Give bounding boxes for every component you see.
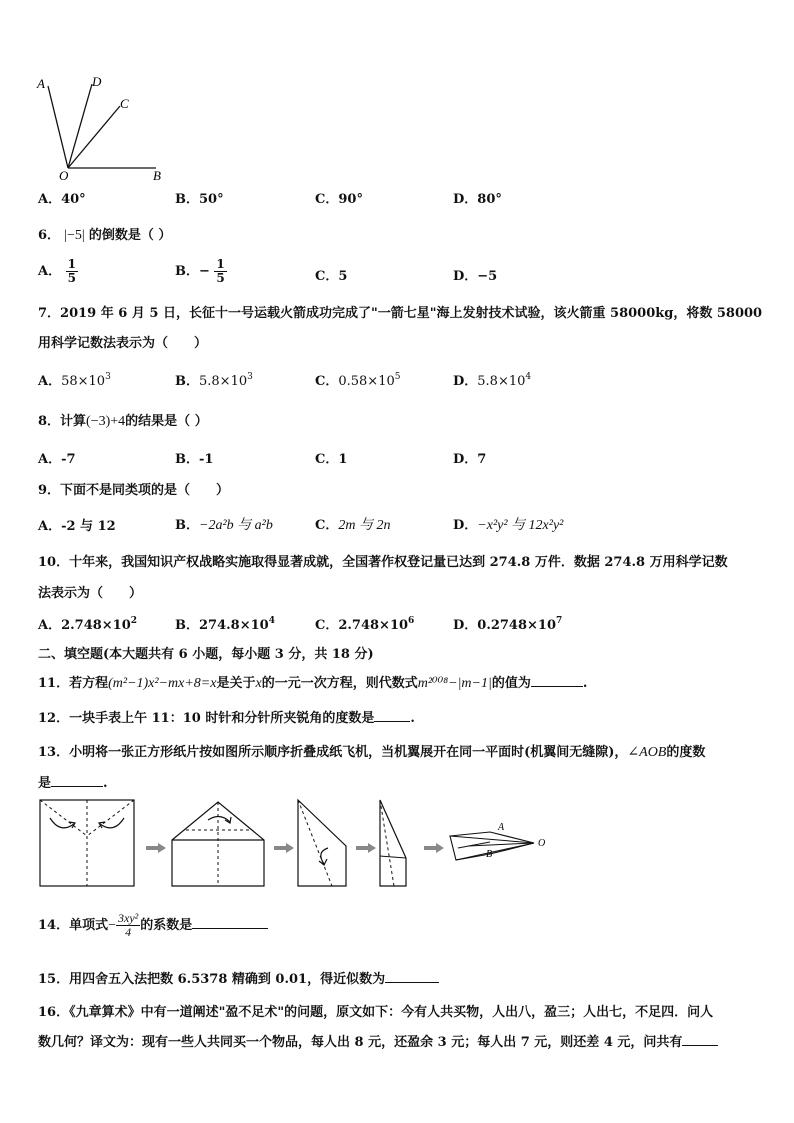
q7-d-label: D．	[453, 374, 478, 389]
paper-plane-folding-figure	[38, 796, 558, 892]
q13-text: 13．小明将一张正方形纸片按如图所示顺序折叠成纸飞机，当机翼展开在同一平面时(机翼间无缝隙)，	[38, 745, 628, 760]
question-15	[38, 968, 439, 987]
step-arrow-3	[356, 843, 376, 853]
q6-number: 6．	[38, 228, 61, 243]
q10-option-d[interactable]	[453, 614, 562, 633]
question-12	[38, 707, 415, 726]
q13-end: .	[103, 776, 108, 791]
q7-line-2: 用科学记数法表示为（ ）	[38, 336, 208, 351]
q8-option-d[interactable]: D．7	[453, 452, 487, 467]
fold-step-4	[380, 800, 406, 886]
q9-d-label: D．	[453, 518, 478, 533]
section-2-heading: 二、填空题(本大题共有 6 小题，每小题 3 分，共 18 分)	[38, 647, 374, 662]
q7-b-exp: 3	[247, 372, 253, 382]
q16-line-2-text: 数几何？译文为：现有一些人共同买一个物品，每人出 8 元，还盈余 3 元；每人出 7 元，则还差 4 元，问共有	[38, 1035, 683, 1050]
ray-oc	[68, 106, 120, 168]
question-8	[38, 410, 208, 430]
q8-option-a[interactable]: A．-7	[38, 452, 76, 467]
label-b: B	[153, 168, 161, 183]
label-o: O	[59, 168, 69, 183]
q5-option-b[interactable]: B．50°	[175, 192, 224, 207]
step-arrow-4	[424, 843, 444, 853]
q10-a-exp: 2	[130, 616, 138, 626]
q12-text: 12．一块手表上午 11：10 时针和分针所夹锐角的度数是	[38, 711, 375, 726]
label-c: C	[120, 96, 129, 111]
q10-d-exp: 7	[556, 616, 563, 626]
q15-text: 15．用四舍五入法把数 6.5378 精确到 0.01，得近似数为	[38, 972, 386, 987]
q11-answer-blank[interactable]	[531, 674, 583, 687]
plane-label-o: O	[538, 838, 546, 849]
q10-c-base: C．2.748×10	[315, 618, 409, 633]
q16-line-1: 16．《九章算术》中有一道阐述"盈不足术"的问题，原文如下：今有人共买物，人出八，盈三；人出七，不足四．问人	[38, 1005, 714, 1020]
q7-c-base: 0.58×10	[338, 374, 395, 389]
q12-answer-blank[interactable]	[374, 709, 410, 722]
q5-option-a[interactable]: A．40°	[38, 192, 86, 207]
plane-label-a: A	[498, 822, 505, 833]
q14-num: 3xy²	[118, 911, 139, 925]
q14-minus: −	[108, 918, 116, 934]
step-arrow-1	[146, 843, 166, 853]
q11-expr: m²⁰⁰⁸−|m−1|	[417, 676, 492, 691]
q10-option-a[interactable]	[38, 614, 137, 633]
q7-a-exp: 3	[105, 372, 111, 382]
q16-line-2	[38, 1031, 718, 1050]
plane-label-b: B	[486, 849, 493, 860]
q7-a-base: 58×10	[61, 374, 106, 389]
q7-c-label: C．	[315, 374, 339, 389]
question-6	[38, 224, 171, 244]
q16-answer-blank[interactable]	[682, 1033, 718, 1046]
q6-a-num: 1	[67, 257, 76, 271]
q6-option-c[interactable]: C．5	[315, 269, 348, 284]
q7-option-d[interactable]	[453, 370, 531, 389]
q11-mid: 是关于	[216, 676, 256, 691]
q10-a-base: A．2.748×10	[38, 618, 131, 633]
q14-prefix: 14．单项式	[38, 918, 109, 934]
q7-option-b[interactable]	[175, 370, 253, 389]
q11-suffix: 的值为	[491, 676, 531, 691]
q6-b-label: B．−	[175, 264, 210, 280]
q6-option-a[interactable]	[38, 258, 78, 285]
q14-fraction	[116, 912, 140, 939]
q13-line-2	[38, 772, 108, 791]
q7-b-label: B．	[175, 374, 199, 389]
q6-a-label: A．	[38, 264, 62, 280]
q7-a-label: A．	[38, 374, 62, 389]
question-14	[38, 912, 268, 939]
q9-b-expr: −2a²b 与 a²b	[199, 518, 273, 533]
q8-prefix: 8．计算	[38, 414, 87, 429]
q6-option-b[interactable]	[175, 258, 227, 285]
q6-abs-expr: |−5|	[64, 228, 85, 243]
q8-suffix: 的结果是（ ）	[125, 414, 208, 429]
q10-option-c[interactable]	[315, 614, 414, 633]
fold-step-3	[298, 800, 346, 886]
q14-answer-blank[interactable]	[192, 916, 268, 929]
q13-text-end: 的度数	[666, 745, 706, 760]
q9-c-expr: 2m 与 2n	[338, 518, 391, 533]
q11-prefix: 11．若方程	[38, 676, 109, 691]
q11-equation: (m²−1)x²−mx+8=x	[108, 676, 217, 691]
q9-option-d[interactable]	[453, 514, 563, 534]
q10-line-1: 10．十年来，我国知识产权战略实施取得显著成就，全国著作权登记量已达到 274.8 万件．数据 274.8 万用科学记数	[38, 555, 728, 570]
q8-option-b[interactable]: B．-1	[175, 452, 214, 467]
q8-option-c[interactable]: C．1	[315, 452, 348, 467]
q7-option-a[interactable]	[38, 370, 111, 389]
q9-text: 9．下面不是同类项的是（ ）	[38, 483, 230, 498]
q9-option-a[interactable]: A．-2 与 12	[38, 519, 116, 534]
q14-suffix: 的系数是	[140, 918, 193, 934]
q7-b-base: 5.8×10	[199, 374, 248, 389]
q10-d-base: D．0.2748×10	[453, 618, 557, 633]
q7-d-exp: 4	[525, 372, 532, 382]
q6-text: 的倒数是（ ）	[88, 228, 172, 243]
q12-end: .	[410, 711, 415, 726]
angle-figure-q5	[30, 68, 180, 183]
q9-b-label: B．	[175, 518, 199, 533]
q9-d-expr: −x²y² 与 12x²y²	[477, 518, 564, 533]
q6-b-fraction	[214, 258, 226, 285]
q10-b-exp: 4	[268, 616, 275, 626]
q7-line-1: 7．2019 年 6 月 5 日，长征十一号运载火箭成功完成了"一箭七星"海上发射技术试验，该火箭重 58000kg，将数 58000	[38, 306, 763, 321]
q9-c-label: C．	[315, 518, 339, 533]
q6-b-den: 5	[216, 271, 225, 286]
q8-expr: (−3)+4	[86, 414, 126, 429]
q5-option-c[interactable]: C．90°	[315, 192, 363, 207]
label-d: D	[92, 74, 102, 89]
q9-option-b[interactable]	[175, 514, 273, 534]
q6-a-fraction	[66, 258, 78, 285]
q9-option-c[interactable]	[315, 514, 390, 534]
q6-option-d[interactable]: D．−5	[453, 269, 498, 284]
q13-answer-blank[interactable]	[51, 774, 103, 787]
q5-option-d[interactable]: D．80°	[453, 192, 502, 207]
ray-oa	[48, 86, 68, 168]
q10-b-base: B．274.8×10	[175, 618, 269, 633]
question-11	[38, 672, 587, 692]
q7-option-c[interactable]	[315, 370, 400, 389]
step-arrow-2	[274, 843, 294, 853]
q15-answer-blank[interactable]	[385, 970, 439, 983]
fold-step-1	[40, 800, 134, 886]
fold-step-2	[172, 802, 264, 886]
ray-od	[68, 84, 92, 168]
q6-a-den: 5	[67, 271, 76, 286]
q13-angle: ∠AOB	[627, 745, 667, 760]
q11-mid2: 的一元一次方程，则代数式	[261, 676, 418, 691]
label-a: A	[37, 76, 45, 91]
q13-line-2-text: 是	[38, 776, 52, 791]
q7-c-exp: 5	[394, 372, 401, 382]
q13-line-1	[38, 741, 705, 761]
q11-var: x	[255, 676, 262, 691]
q14-den: 4	[125, 925, 132, 940]
q11-end: .	[582, 676, 588, 691]
q10-c-exp: 6	[408, 616, 415, 626]
fold-step-5-paper-plane	[450, 822, 545, 860]
q10-option-b[interactable]	[175, 614, 275, 633]
q10-line-2: 法表示为（ ）	[38, 586, 143, 601]
q6-b-num: 1	[216, 257, 225, 271]
q7-d-base: 5.8×10	[477, 374, 526, 389]
